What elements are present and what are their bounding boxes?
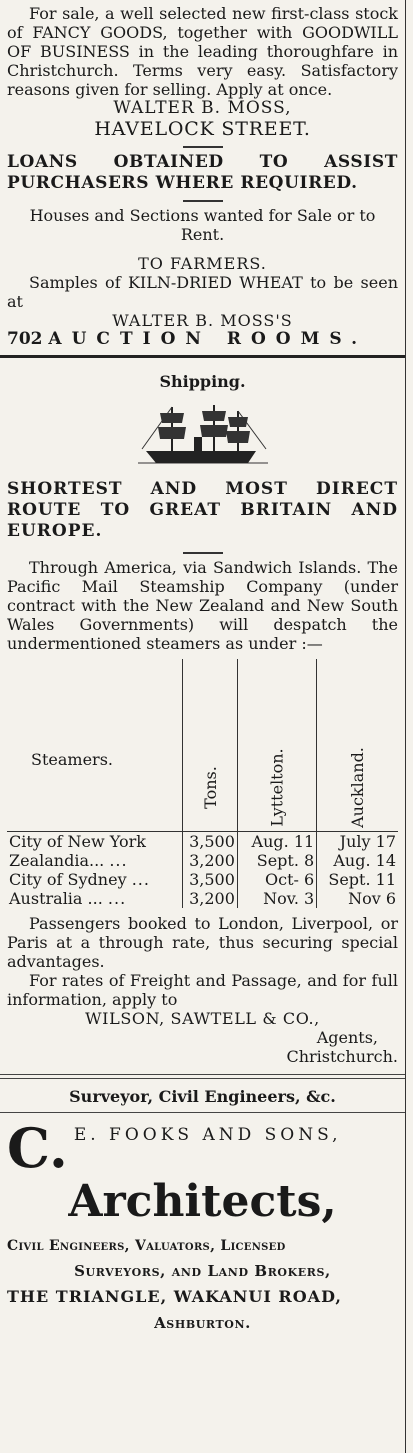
architects-title: Architects,	[68, 1176, 337, 1227]
column-rule	[405, 0, 406, 1453]
services-line-2: Surveyors, and Land Brokers,	[74, 1262, 331, 1280]
steamer-name: Zealandia... ...	[9, 851, 128, 870]
table-header-row	[7, 659, 398, 832]
agent-name: WILSON, SAWTELL & CO.,	[85, 1009, 320, 1028]
surveyor-heading: Surveyor, Civil Engineers, &c.	[69, 1087, 336, 1106]
samples-text: Samples of KILN-DRIED WHEAT to be seen at	[7, 273, 398, 311]
auction-rooms-line	[7, 330, 398, 349]
loans-notice: LOANS OBTAINED TO ASSIST PURCHASERS WHERE REQUIRED.	[7, 152, 398, 193]
route-body: Through America, via Sandwich Islands. The Pacific Mail Steamship Company (under contract with the New Zealand and New South Wales Governments) will despatch the undermentioned steamers as under :—	[7, 558, 398, 653]
fancy-goods-text: For sale, a well selected new first-class stock of FANCY GOODS, together with GOODWILL OF BUSINESS in the leading thoroughfare in Christchurch. Terms very easy. Satisfactory reasons given for selling. Apply at once.	[7, 4, 398, 99]
address-line: THE TRIANGLE, WAKANUI ROAD,	[7, 1287, 342, 1306]
reference-number: 702	[7, 329, 43, 349]
steamer-name: Australia ... ...	[9, 889, 127, 908]
divider	[183, 552, 223, 554]
moss-rooms-name: WALTER B. MOSS'S	[112, 311, 293, 330]
firm-name: E. FOOKS AND SONS,	[73, 1125, 342, 1145]
steamer-lyttelton-date: Oct- 6	[237, 870, 316, 889]
fooks-firm-line	[7, 1125, 398, 1173]
farmers-heading: TO FARMERS.	[138, 254, 267, 273]
table-row	[7, 832, 398, 852]
rates-text: For rates of Freight and Passage, and for full information, apply to	[7, 971, 398, 1009]
steamer-name: City of Sydney ...	[9, 870, 150, 889]
header-auckland: Auckland.	[317, 659, 398, 832]
auction-rooms-title: AUCTION ROOMS.	[48, 329, 367, 349]
steamer-auckland-date: July 17	[317, 832, 398, 852]
steamer-lyttelton-date: Sept. 8	[237, 851, 316, 870]
section-rule	[0, 1078, 405, 1079]
town-line: Ashburton.	[154, 1314, 251, 1332]
table-row	[7, 889, 398, 908]
route-headline: SHORTEST AND MOST DIRECT ROUTE TO GREAT BRITAIN AND EUROPE.	[7, 479, 398, 541]
steamer-tons: 3,200	[182, 889, 237, 908]
section-rule	[0, 355, 405, 358]
header-lyttelton: Lyttelton.	[237, 659, 316, 832]
firm-initial: C.	[7, 1125, 68, 1173]
steamer-auckland-date: Nov 6	[317, 889, 398, 908]
steamer-auckland-date: Sept. 11	[317, 870, 398, 889]
houses-notice: Houses and Sections wanted for Sale or to Rent.	[29, 206, 376, 244]
steamer-schedule-table	[7, 659, 398, 908]
section-rule	[0, 1074, 405, 1075]
steamer-tons: 3,500	[182, 870, 237, 889]
fancy-goods-ad	[7, 0, 398, 349]
divider	[183, 146, 223, 148]
header-tons: Tons.	[182, 659, 237, 832]
services-line-1: Civil Engineers, Valuators, Licensed	[7, 1238, 286, 1254]
table-row	[7, 870, 398, 889]
advertiser-street: HAVELOCK STREET.	[94, 118, 311, 140]
divider	[183, 200, 223, 202]
steamer-tons: 3,200	[182, 851, 237, 870]
steamer-tons: 3,500	[182, 832, 237, 852]
advertiser-name: WALTER B. MOSS,	[113, 98, 292, 118]
steamer-lyttelton-date: Nov. 3	[237, 889, 316, 908]
section-rule	[0, 1112, 405, 1113]
shipping-heading: Shipping.	[159, 372, 246, 391]
sailing-steamship-icon	[138, 401, 268, 473]
passengers-text: Passengers booked to London, Liverpool, or Paris at a through rate, thus securing special advantages.	[7, 914, 398, 971]
surveyor-section	[7, 1087, 398, 1333]
steamer-name: City of New York	[9, 832, 146, 851]
steamer-lyttelton-date: Aug. 11	[237, 832, 316, 852]
header-steamers: Steamers.	[31, 750, 113, 769]
agents-city: Christchurch.	[286, 1047, 398, 1066]
table-row	[7, 851, 398, 870]
shipping-section	[7, 372, 398, 1066]
agents-label: Agents,	[316, 1028, 378, 1047]
steamer-auckland-date: Aug. 14	[317, 851, 398, 870]
